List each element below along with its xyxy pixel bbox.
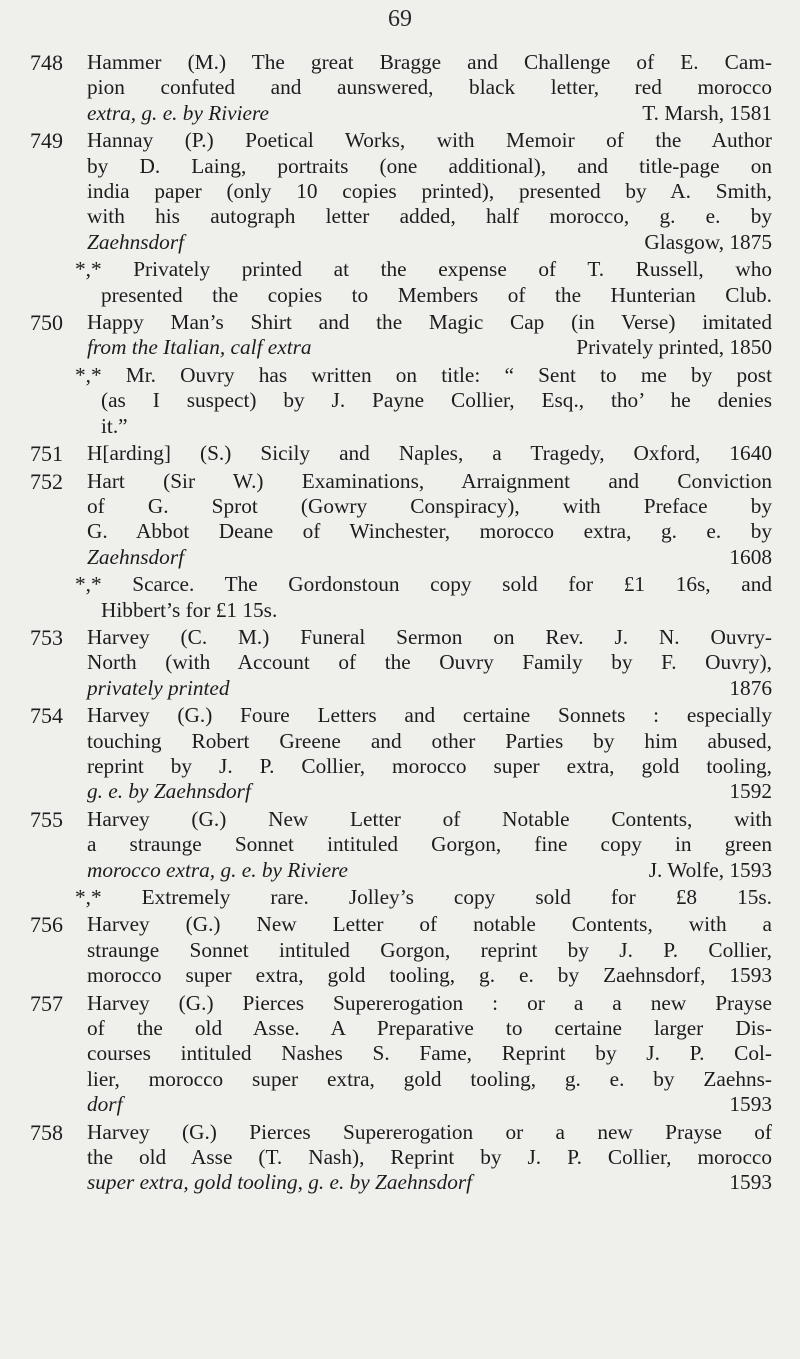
entry-line: it.” [101, 413, 128, 438]
entry-line: pion confuted and aunswered, black letter, red morocco [87, 75, 772, 100]
entry-imprint: 1592 [729, 779, 772, 804]
entry-line: by D. Laing, portraits (one additional), and title-page on [87, 153, 772, 178]
catalogue-note [30, 257, 772, 308]
entry-imprint: 1876 [729, 675, 772, 700]
entry-line: G. Abbot Deane of Winchester, morocco extra, g. e. by [87, 519, 772, 544]
lot-number: 748 [30, 50, 63, 75]
lot-number: 751 [30, 441, 63, 467]
entry-line: Hammer (M.) The great Bragge and Challenge of E. Cam- [87, 50, 772, 74]
catalogue-note [30, 885, 772, 910]
entry-line: Harvey (G.) New Letter of notable Contents, with a [87, 912, 772, 937]
entry-line: (as I suspect) by J. Payne Collier, Esq., tho’ he denies [101, 388, 772, 413]
entry-line: Hart (Sir W.) Examinations, Arraignment and Conviction [87, 468, 772, 493]
entry-imprint: 1593 [729, 1170, 772, 1195]
catalogue-entry [30, 807, 772, 883]
entry-line: Hannay (P.) Poetical Works, with Memoir of the Author [87, 128, 772, 153]
entry-line-with-imprint [87, 779, 772, 804]
catalogue-entry [30, 128, 772, 255]
entry-line-text: privately printed [87, 675, 230, 700]
entry-line-with-imprint [87, 335, 772, 360]
lot-number: 753 [30, 624, 63, 650]
entry-line-with-imprint [87, 545, 772, 570]
entry-imprint: 1608 [729, 544, 772, 569]
page-number: 69 [388, 6, 412, 32]
entry-line: North (with Account of the Ouvry Family by F. Ouvry), [87, 650, 772, 675]
entry-line: *,* Extremely rare. Jolley’s copy sold for £8 15s. [75, 885, 772, 909]
catalogue-entry [30, 441, 772, 466]
entry-line-text: g. e. by Zaehnsdorf [87, 779, 251, 804]
entry-line-with-imprint [87, 1092, 772, 1117]
entry-line-with-imprint [87, 101, 772, 126]
lot-number: 758 [30, 1119, 63, 1145]
entry-line: Harvey (G.) Foure Letters and certaine Sonnets : especially [87, 703, 772, 728]
entry-line: *,* Privately printed at the expense of T. Russell, who [75, 257, 772, 282]
catalogue-entry [30, 991, 772, 1118]
entry-line: of the old Asse. A Preparative to certaine larger Dis- [87, 1016, 772, 1041]
entry-line-text: extra, g. e. by Riviere [87, 100, 269, 125]
catalogue-note [30, 363, 772, 439]
catalogue-entry [30, 912, 772, 988]
entry-line: of G. Sprot (Gowry Conspiracy), with Preface by [87, 493, 772, 518]
entry-line-with-imprint [87, 858, 772, 883]
lot-number: 749 [30, 128, 63, 154]
entry-line: *,* Scarce. The Gordonstoun copy sold for £1 16s, and [75, 572, 772, 597]
entry-line: Hibbert’s for £1 15s. [101, 597, 278, 622]
entry-line: H[arding] (S.) Sicily and Naples, a Tragedy, Oxford, 1640 [87, 441, 772, 466]
entry-imprint: T. Marsh, 1581 [642, 100, 772, 125]
entry-line: reprint by J. P. Collier, morocco super extra, gold tooling, [87, 753, 772, 778]
entry-imprint: 1593 [729, 1092, 772, 1117]
entry-line-text: Zaehnsdorf [87, 229, 185, 254]
lot-number: 752 [30, 468, 63, 494]
entry-line-with-imprint [87, 676, 772, 701]
entry-line: presented the copies to Members of the Hunterian Club. [101, 282, 772, 307]
entry-imprint: Glasgow, 1875 [644, 229, 772, 254]
catalogue-entry [30, 50, 772, 126]
catalogue-entry [30, 310, 772, 361]
catalogue-entry [30, 703, 772, 805]
catalogue-entry [30, 469, 772, 571]
catalogue-entry [30, 1120, 772, 1196]
entry-line-text: dorf [87, 1092, 123, 1117]
entry-line: Happy Man’s Shirt and the Magic Cap (in Verse) imitated [87, 310, 772, 335]
lot-number: 750 [30, 310, 63, 336]
entry-line: morocco super extra, gold tooling, g. e. by Zaehnsdorf, 1593 [87, 963, 772, 988]
entry-line: straunge Sonnet intituled Gorgon, reprint by J. P. Collier, [87, 937, 772, 962]
entry-line: india paper (only 10 copies printed), presented by A. Smith, [87, 179, 772, 204]
catalogue-entry [30, 625, 772, 701]
entry-line: with his autograph letter added, half morocco, g. e. by [87, 204, 772, 229]
lot-number: 755 [30, 806, 63, 832]
entry-imprint: Privately printed, 1850 [576, 335, 772, 360]
entry-line: Harvey (G.) Pierces Supererogation or a new Prayse of [87, 1119, 772, 1144]
catalogue-entries [30, 50, 772, 1198]
entry-line-with-imprint [87, 230, 772, 255]
catalogue-note [30, 572, 772, 623]
lot-number: 754 [30, 703, 63, 729]
entry-line: touching Robert Greene and other Parties by him abused, [87, 728, 772, 753]
entry-line: *,* Mr. Ouvry has written on title: “ Sent to me by post [75, 362, 772, 387]
entry-line: a straunge Sonnet intituled Gorgon, fine copy in green [87, 832, 772, 857]
entry-line: Harvey (G.) New Letter of Notable Contents, with [87, 806, 772, 831]
entry-line-with-imprint [87, 1170, 772, 1195]
entry-line-text: super extra, gold tooling, g. e. by Zaehnsdorf [87, 1170, 473, 1195]
entry-line: lier, morocco super extra, gold tooling, g. e. by Zaehns- [87, 1066, 772, 1091]
entry-line: the old Asse (T. Nash), Reprint by J. P. Collier, morocco [87, 1145, 772, 1170]
entry-line: courses intituled Nashes S. Fame, Reprint by J. P. Col- [87, 1041, 772, 1066]
entry-line-text: morocco extra, g. e. by Riviere [87, 857, 348, 882]
lot-number: 756 [30, 912, 63, 938]
lot-number: 757 [30, 990, 63, 1016]
entry-line-text: from the Italian, calf extra [87, 335, 312, 360]
entry-line-text: Zaehnsdorf [87, 544, 185, 569]
entry-imprint: J. Wolfe, 1593 [648, 857, 772, 882]
entry-line: Harvey (C. M.) Funeral Sermon on Rev. J. N. Ouvry- [87, 624, 772, 649]
entry-line: Harvey (G.) Pierces Supererogation : or a a new Prayse [87, 990, 772, 1015]
